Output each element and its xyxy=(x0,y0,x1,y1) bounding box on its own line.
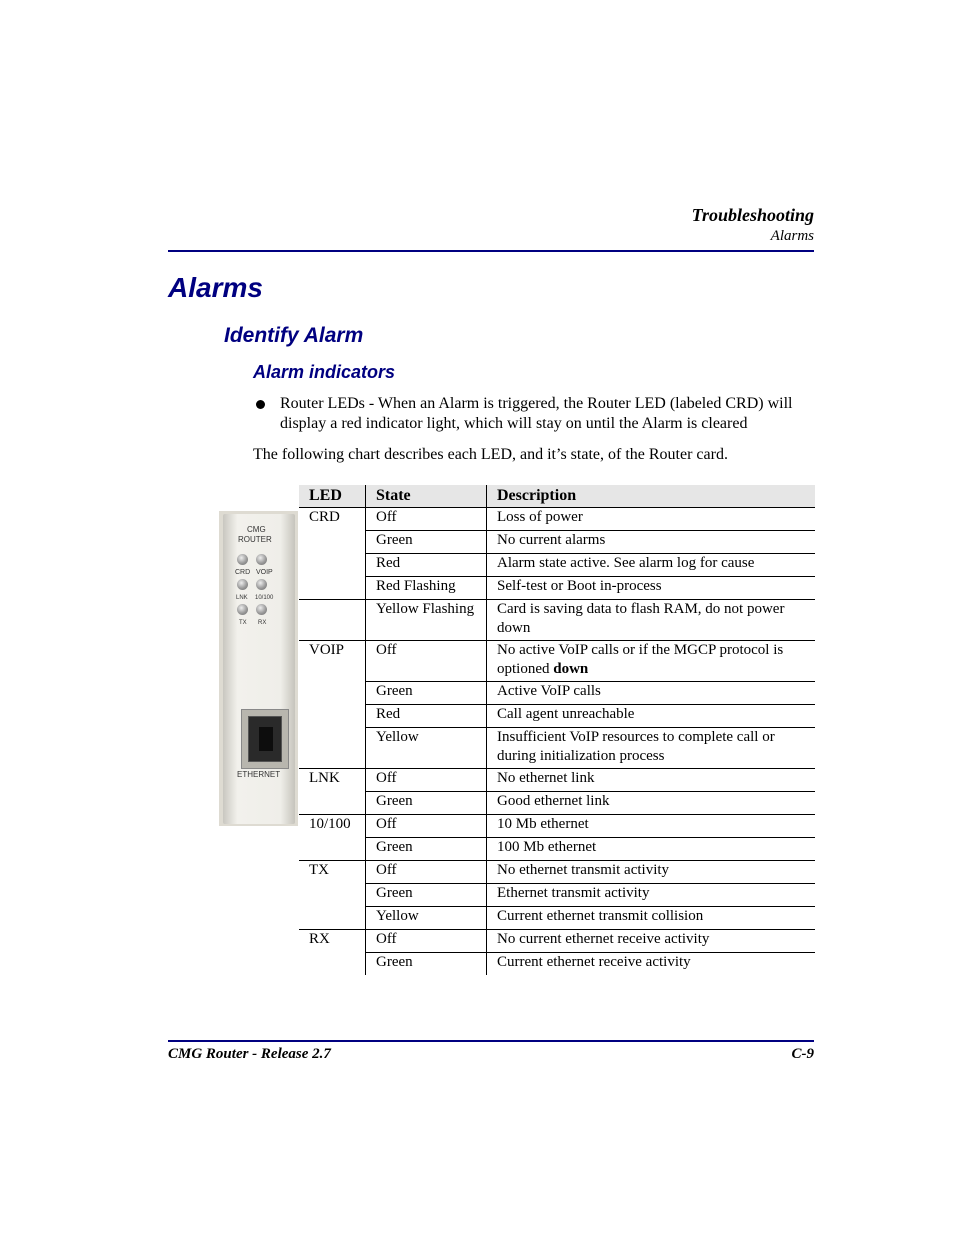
table-row xyxy=(299,838,815,861)
table-row xyxy=(299,792,815,815)
cell-led xyxy=(299,600,366,641)
device-label-ethernet: ETHERNET xyxy=(237,770,281,779)
device-label-10-100: 10/100 xyxy=(255,595,274,601)
column-header-state: State xyxy=(366,485,487,508)
device-label-lnk: LNK xyxy=(236,595,248,601)
cell-led xyxy=(299,953,366,976)
cell-description: Call agent unreachable xyxy=(487,705,816,728)
table-row xyxy=(299,682,815,705)
cell-led: VOIP xyxy=(299,641,366,682)
bullet-text: Router LEDs - When an Alarm is triggered, the Router LED (labeled CRD) will display a red indicator light, which will stay on until the Alarm is cleared xyxy=(280,395,793,432)
cell-state: Red xyxy=(366,705,487,728)
router-card-image xyxy=(219,511,298,826)
cell-led: 10/100 xyxy=(299,815,366,838)
cell-led xyxy=(299,705,366,728)
table-row xyxy=(299,884,815,907)
cell-description: No ethernet link xyxy=(487,769,816,792)
bullet-dot-icon xyxy=(256,400,265,409)
router-card-faceplate xyxy=(223,514,295,824)
cell-state: Yellow Flashing xyxy=(366,600,487,641)
cell-description: Current ethernet receive activity xyxy=(497,954,691,970)
footer-page-number: C-9 xyxy=(791,1046,814,1062)
running-header-subtitle: Alarms xyxy=(770,228,814,244)
table-row xyxy=(299,930,815,953)
cell-description: Loss of power xyxy=(487,508,816,531)
table-row xyxy=(299,861,815,884)
cell-description: Self-test or Boot in-process xyxy=(487,577,816,600)
subsection-heading: Identify Alarm xyxy=(224,324,364,347)
speed-led-icon xyxy=(256,579,267,590)
table-row xyxy=(299,531,815,554)
cell-led xyxy=(299,531,366,554)
led-state-table xyxy=(299,485,815,975)
cell-description: Insufficient VoIP resources to complete call or during initialization process xyxy=(487,728,816,769)
cell-state: Off xyxy=(366,815,487,838)
cell-state: Off xyxy=(366,508,487,531)
crd-led-icon xyxy=(237,554,248,565)
section-heading: Alarms xyxy=(168,272,263,303)
cell-state: Green xyxy=(366,792,487,815)
cell-led xyxy=(299,884,366,907)
cell-led: RX xyxy=(299,930,366,953)
cell-led xyxy=(299,728,366,769)
cell-state: Off xyxy=(366,861,487,884)
cell-description: No current ethernet receive activity xyxy=(487,930,816,953)
cell-led: LNK xyxy=(299,769,366,792)
table-row xyxy=(299,554,815,577)
cell-description xyxy=(487,641,816,682)
cell-state: Off xyxy=(366,769,487,792)
cell-led: TX xyxy=(299,861,366,884)
table-row xyxy=(299,907,815,930)
cell-state: Yellow xyxy=(366,728,487,769)
intro-paragraph: The following chart describes each LED, and it’s state, of the Router card. xyxy=(253,446,728,463)
cell-description: 10 Mb ethernet xyxy=(487,815,816,838)
bullet-item xyxy=(253,394,815,434)
cell-state: Green xyxy=(366,953,487,976)
cell-description: Active VoIP calls xyxy=(487,682,816,705)
device-label-router: ROUTER xyxy=(238,535,272,544)
footer-rule xyxy=(168,1040,814,1042)
table-row xyxy=(299,815,815,838)
cell-state: Red xyxy=(366,554,487,577)
device-label-rx: RX xyxy=(258,620,267,626)
tx-led-icon xyxy=(237,604,248,615)
table-header-row xyxy=(299,485,815,508)
device-label-cmg: CMG xyxy=(247,525,266,534)
cell-state: Green xyxy=(366,884,487,907)
device-label-tx: TX xyxy=(239,620,247,626)
table-row xyxy=(299,705,815,728)
cell-description: No current alarms xyxy=(487,531,816,554)
cell-state: Green xyxy=(366,531,487,554)
column-header-led: LED xyxy=(299,485,366,508)
lnk-led-icon xyxy=(237,579,248,590)
table-row xyxy=(299,577,815,600)
table-row xyxy=(299,953,815,976)
table-row xyxy=(299,600,815,641)
cell-state: Red Flashing xyxy=(366,577,487,600)
cell-state: Yellow xyxy=(366,907,487,930)
voip-led-icon xyxy=(256,554,267,565)
footer-document-title: CMG Router - Release 2.7 xyxy=(168,1046,331,1062)
device-label-voip: VOIP xyxy=(256,569,273,576)
cell-state: Off xyxy=(366,641,487,682)
cell-led xyxy=(299,554,366,577)
cell-description: 100 Mb ethernet xyxy=(487,838,816,861)
cell-led: CRD xyxy=(299,508,366,531)
table-row xyxy=(299,508,815,531)
cell-description-bold: down xyxy=(553,661,589,677)
cell-state: Off xyxy=(366,930,487,953)
cell-description: No ethernet transmit activity xyxy=(487,861,816,884)
column-header-description: Description xyxy=(487,485,816,508)
ethernet-port-icon xyxy=(241,709,289,769)
cell-description: Card is saving data to flash RAM, do not power down xyxy=(487,600,816,641)
cell-description: Good ethernet link xyxy=(487,792,816,815)
cell-led xyxy=(299,577,366,600)
table-row xyxy=(299,728,815,769)
header-rule xyxy=(168,250,814,252)
cell-description: Current ethernet transmit collision xyxy=(487,907,816,930)
cell-description: Alarm state active. See alarm log for cause xyxy=(487,554,816,577)
table-row xyxy=(299,769,815,792)
cell-led xyxy=(299,907,366,930)
device-label-crd: CRD xyxy=(235,569,251,576)
cell-led xyxy=(299,838,366,861)
cell-description: Ethernet transmit activity xyxy=(487,884,816,907)
cell-led xyxy=(299,682,366,705)
cell-led xyxy=(299,792,366,815)
running-header-title: Troubleshooting xyxy=(691,205,814,225)
cell-description-text: No active VoIP calls or if the MGCP protocol is optioned xyxy=(497,642,784,677)
cell-state: Green xyxy=(366,682,487,705)
subsubsection-heading: Alarm indicators xyxy=(253,362,396,382)
rx-led-icon xyxy=(256,604,267,615)
cell-state: Green xyxy=(366,838,487,861)
table-row xyxy=(299,641,815,682)
